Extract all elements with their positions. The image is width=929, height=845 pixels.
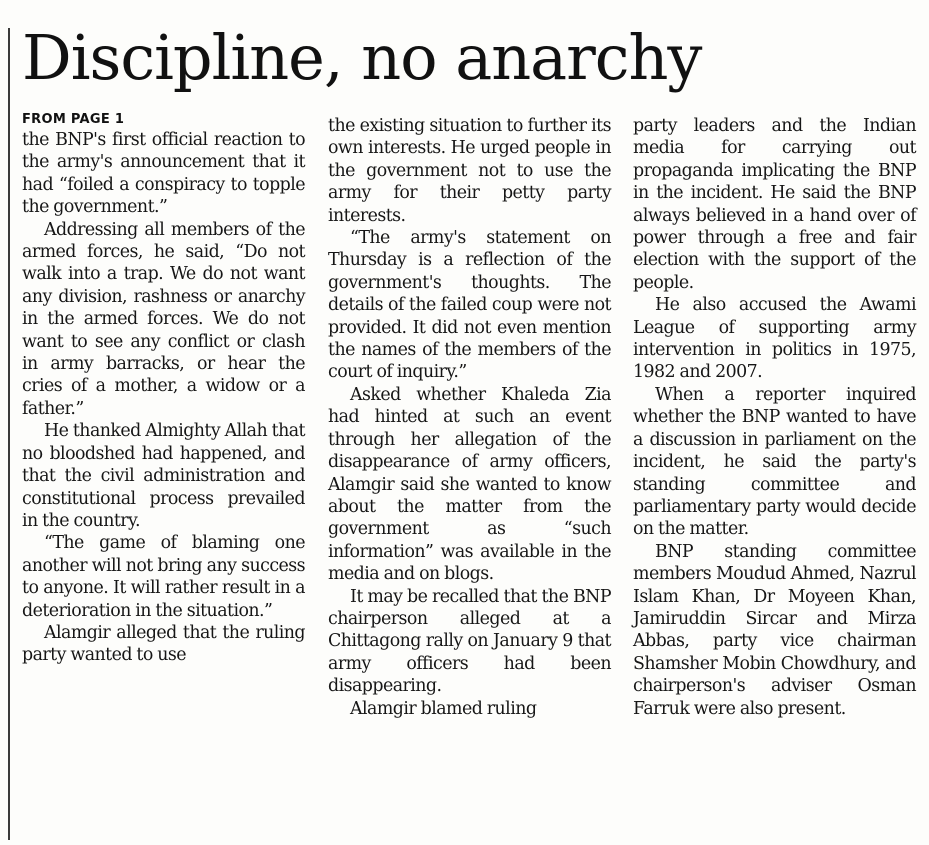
paragraph: the existing situation to further its own interests. He urged people in the government not to use the army for their petty party interests. bbox=[328, 116, 611, 226]
paragraph: party leaders and the Indian media for carrying out propaganda implicating the BNP in the incident. He said the BNP always believed in a hand over of power through a free and fair election with the support of the people. bbox=[633, 116, 916, 293]
paragraph: the BNP's first official reaction to the army's announcement that it had “foiled a conspiracy to topple the government.” bbox=[22, 130, 305, 218]
article-column-2 bbox=[328, 115, 611, 720]
paragraph: He thanked Almighty Allah that no bloodshed had happened, and that the civil administration and constitutional process prevailed in the country. bbox=[22, 421, 305, 531]
paragraph: “The game of blaming one another will not bring any success to anyone. It will rather result in a deterioration in the situation.” bbox=[22, 533, 305, 621]
paragraph: BNP standing committee members Moudud Ahmed, Nazrul Islam Khan, Dr Moyeen Khan, Jamiruddin Sircar and Mirza Abbas, party vice chairman Shamsher Mobin Chowdhury, and chairperson's adviser Osman Farruk were also present. bbox=[633, 541, 916, 719]
paragraph: He also accused the Awami League of supporting army intervention in politics in 1975, 1982 and 2007. bbox=[633, 295, 916, 383]
article-column-1 bbox=[22, 113, 305, 667]
column-rule bbox=[8, 28, 10, 840]
article-column-3 bbox=[633, 115, 916, 720]
paragraph: Alamgir alleged that the ruling party wanted to use bbox=[22, 622, 305, 666]
paragraph: Asked whether Khaleda Zia had hinted at such an event through her allegation of the disappearance of army officers, Alamgir said she wanted to know about the matter from the government as “such information” was available in the media and on blogs. bbox=[328, 384, 611, 585]
paragraph: “The army's statement on Thursday is a reflection of the government's thoughts. The details of the failed coup were not provided. It did not even mention the names of the members of the court of inquiry.” bbox=[328, 228, 611, 383]
paragraph: It may be recalled that the BNP chairperson alleged at a Chittagong rally on January 9 that army officers had been disappearing. bbox=[328, 586, 611, 697]
jump-label: FROM PAGE 1 bbox=[22, 112, 125, 127]
headline: Discipline, no anarchy bbox=[22, 21, 702, 94]
paragraph: Addressing all members of the armed forces, he said, “Do not walk into a trap. We do not want any division, rashness or anarchy in the armed forces. We do not want to see any conflict or clash in army barracks, or hear the cries of a mother, a widow or a father.” bbox=[22, 219, 305, 419]
paragraph: When a reporter inquired whether the BNP wanted to have a discussion in parliament on the incident, he said the party's standing committee and parliamentary party would decide on the matter. bbox=[633, 384, 916, 540]
paragraph: Alamgir blamed ruling bbox=[350, 698, 537, 719]
